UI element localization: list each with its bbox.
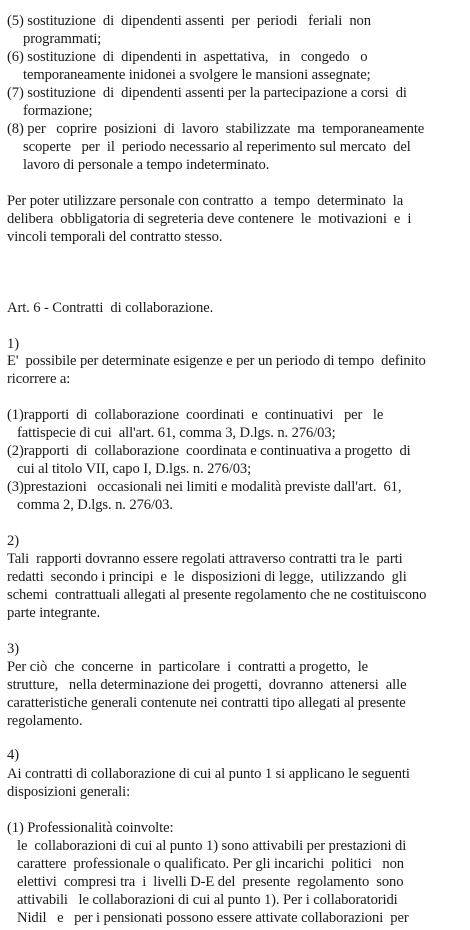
section-4-sub-line-2: carattere professionale o qualificato. Per gli incarichi politici non [17,856,404,872]
section-4-sub-line-5: Nidil e per i pensionati possono essere attivate collaborazioni per [17,910,409,926]
section-1-number: 1) [7,336,19,352]
section-2-line-1: Tali rapporti dovranno essere regolati attraverso contratti tra le parti [7,551,403,567]
section-1-item-3-line-2: comma 2, D.lgs. n. 276/03. [17,497,173,513]
list-item-7-line-1: (7) sostituzione di dipendenti assenti per la partecipazione a corsi di [7,85,407,101]
list-item-6-line-1: (6) sostituzione di dipendenti in aspettativa, in congedo o [7,49,368,65]
section-4-sub-line-3: elettivi compresi tra i livelli D-E del presente regolamento sono [17,874,404,890]
list-item-5-line-1: (5) sostituzione di dipendenti assenti per periodi feriali non [7,13,371,29]
paragraph-segreteria-line-3: vincoli temporali del contratto stesso. [7,229,223,245]
paragraph-segreteria-line-2: delibera obbligatoria di segreteria deve contenere le motivazioni e i [7,211,412,227]
list-item-5-line-2: programmati; [23,31,102,47]
article-title: Art. 6 - Contratti di collaborazione. [7,300,214,316]
section-3-line-1: Per ciò che concerne in particolare i contratti a progetto, le [7,659,369,675]
section-2-line-4: parte integrante. [7,605,101,621]
list-item-6-line-2: temporaneamente inidonei a svolgere le mansioni assegnate; [23,67,371,83]
section-1-item-1-line-2: fattispecie di cui all'art. 61, comma 3, D.lgs. n. 276/03; [17,425,336,441]
list-item-8-line-2: scoperte per il periodo necessario al reperimento sul mercato del [23,139,411,155]
section-1-item-3-line-1: (3)prestazioni occasionali nei limiti e modalità previste dall'art. 61, [7,479,402,495]
list-item-8-line-1: (8) per coprire posizioni di lavoro stabilizzate ma temporaneamente [7,121,425,137]
section-2-line-3: schemi contrattuali allegati al presente regolamento che ne costituiscono [7,587,427,603]
paragraph-segreteria-line-1: Per poter utilizzare personale con contratto a tempo determinato la [7,193,404,209]
section-4-line-1: Ai contratti di collaborazione di cui al punto 1 si applicano le seguenti [7,766,410,782]
section-1-item-2-line-1: (2)rapporti di collaborazione coordinata e continuativa a progetto di [7,443,411,459]
section-2-line-2: redatti secondo i principi e le disposizioni di legge, utilizzando gli [7,569,407,585]
section-4-sub-title: (1) Professionalità coinvolte: [7,820,174,836]
section-1-intro-line-2: ricorrere a: [7,371,71,387]
section-4-line-2: disposizioni generali: [7,784,131,800]
list-item-7-line-2: formazione; [23,103,93,119]
section-1-intro-line-1: E' possibile per determinate esigenze e per un periodo di tempo definito [7,353,426,369]
section-3-line-3: caratteristiche generali contenute nei contratti tipo allegati al presente [7,695,406,711]
section-3-line-2: strutture, nella determinazione dei progetti, dovranno attenersi alle [7,677,407,693]
list-item-8-line-3: lavoro di personale a tempo indeterminato. [23,157,270,173]
section-1-item-2-line-2: cui al titolo VII, capo I, D.lgs. n. 276/03; [17,461,252,477]
section-3-number: 3) [7,641,19,657]
section-2-number: 2) [7,533,19,549]
section-4-number: 4) [7,747,19,763]
section-1-item-1-line-1: (1)rapporti di collaborazione coordinati e continuativi per le [7,407,384,423]
section-4-sub-line-1: le collaborazioni di cui al punto 1) sono attivabili per prestazioni di [17,838,407,854]
section-4-sub-line-4: attivabili le collaborazioni di cui al punto 1). Per i collaboratoridi [17,892,398,908]
section-3-line-4: regolamento. [7,713,83,729]
